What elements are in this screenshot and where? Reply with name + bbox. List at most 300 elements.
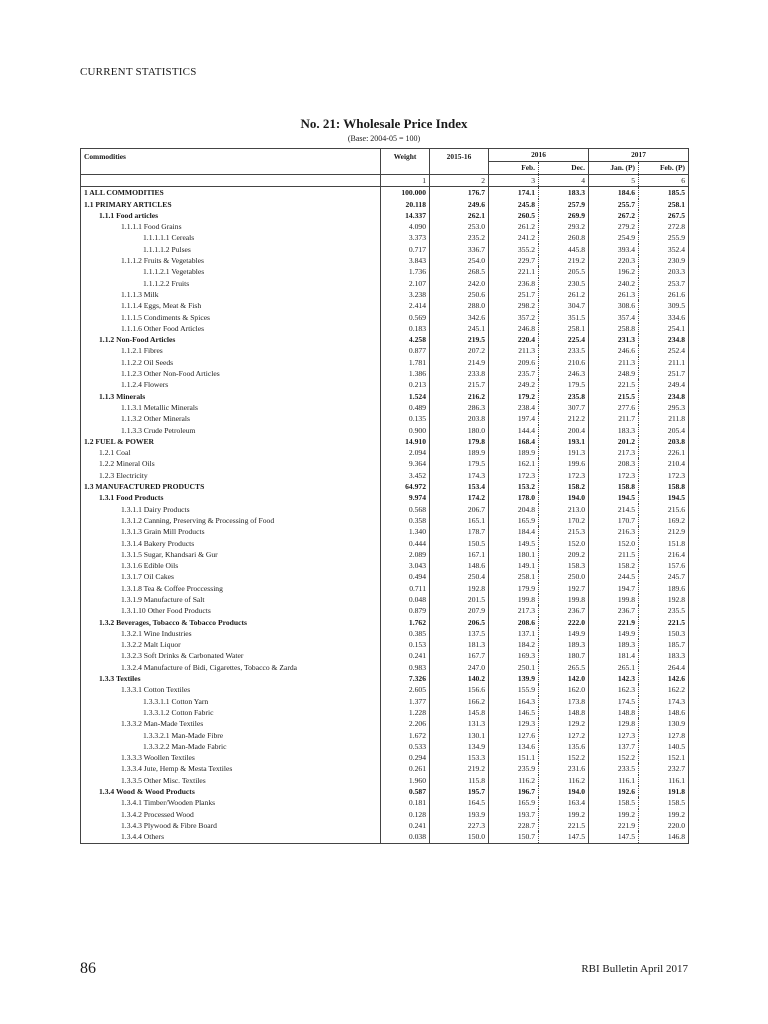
table-row <box>81 594 689 605</box>
table-row <box>81 481 689 492</box>
index-value: 272.8 <box>667 222 685 232</box>
index-value: 174.5 <box>589 696 639 707</box>
index-value: 139.9 <box>489 673 539 684</box>
commodity-name: 1.3.4.1 Timber/Wooden Planks <box>81 797 381 808</box>
commodity-name: 1.3 MANUFACTURED PRODUCTS <box>81 481 381 492</box>
index-value: 308.6 <box>589 300 639 311</box>
commodity-name: 1.1.3.3 Crude Petroleum <box>81 425 381 436</box>
table-row <box>81 345 689 356</box>
table-row <box>81 617 689 628</box>
commodity-name: 1.3.1.8 Tea & Coffee Proccessing <box>81 583 381 594</box>
index-value: 0.181 <box>381 797 430 808</box>
index-value: 231.6 <box>539 763 589 774</box>
commodity-name: 1.3.1.9 Manufacture of Salt <box>81 594 381 605</box>
index-value: 254.9 <box>589 232 639 243</box>
commodity-name: 1.1.1.2.2 Fruits <box>81 278 381 289</box>
index-value: 172.3 <box>489 470 539 481</box>
index-value: 1.672 <box>381 730 430 741</box>
index-value: 445.8 <box>539 244 589 255</box>
index-value: 0.241 <box>381 650 430 661</box>
table-row <box>81 232 689 243</box>
index-value: 158.8 <box>589 481 639 492</box>
index-value: 215.5 <box>589 391 639 402</box>
index-value: 130.9 <box>667 719 685 729</box>
index-value: 0.569 <box>381 312 430 323</box>
index-value: 252.4 <box>667 346 685 356</box>
table-row <box>81 650 689 661</box>
index-value: 199.2 <box>589 809 639 820</box>
index-value: 0.241 <box>381 820 430 831</box>
index-value: 162.0 <box>539 684 589 695</box>
commodity-name: 1.3.2 Beverages, Tobacco & Tobacco Products <box>81 617 381 628</box>
commodity-name: 1.3.2.2 Malt Liquor <box>81 639 381 650</box>
table-row <box>81 673 689 684</box>
table-row <box>81 391 689 402</box>
index-value: 250.1 <box>489 662 539 673</box>
index-value: 210.6 <box>539 357 589 368</box>
index-value: 267.2 <box>589 210 639 221</box>
index-value: 134.9 <box>430 741 489 752</box>
index-value: 201.2 <box>589 436 639 447</box>
commodity-name: 1.3.4.3 Plywood & Fibre Board <box>81 820 381 831</box>
commodity-name: 1.3.3.2 Man-Made Textiles <box>81 718 381 729</box>
table-row <box>81 255 689 266</box>
index-value: 115.8 <box>430 775 489 786</box>
index-value: 230.9 <box>667 256 685 266</box>
index-value: 357.2 <box>489 312 539 323</box>
index-value: 153.4 <box>430 481 489 492</box>
index-value: 149.5 <box>489 538 539 549</box>
commodity-name: 1.3.1.4 Bakery Products <box>81 538 381 549</box>
index-value: 211.8 <box>668 414 685 424</box>
index-value: 254.0 <box>430 255 489 266</box>
table-row <box>81 187 689 199</box>
index-value: 164.5 <box>430 797 489 808</box>
index-value: 199.8 <box>589 594 639 605</box>
index-value: 220.0 <box>667 820 685 830</box>
index-value: 3.373 <box>381 232 430 243</box>
col-number: 2 <box>430 175 489 187</box>
commodity-name: 1.3.3.5 Other Misc. Textiles <box>81 775 381 786</box>
index-value: 210.4 <box>667 459 685 469</box>
table-row <box>81 425 689 436</box>
index-value: 255.9 <box>667 233 685 243</box>
index-value: 147.5 <box>539 831 589 843</box>
commodity-name: 1.1.2.1 Fibres <box>81 345 381 356</box>
table-body <box>81 187 689 843</box>
col-number: 4 <box>539 175 589 187</box>
index-value: 248.9 <box>589 368 639 379</box>
index-value: 233.8 <box>430 368 489 379</box>
index-value: 191.8 <box>667 787 685 797</box>
index-value: 197.4 <box>489 413 539 424</box>
index-value: 174.1 <box>489 187 539 199</box>
index-value: 129.2 <box>539 718 589 729</box>
index-value: 152.0 <box>589 538 639 549</box>
index-value: 201.5 <box>430 594 489 605</box>
index-value: 265.5 <box>539 662 589 673</box>
index-value: 9.364 <box>381 458 430 469</box>
index-value: 184.2 <box>489 639 539 650</box>
index-value: 241.2 <box>489 232 539 243</box>
index-value: 219.2 <box>430 763 489 774</box>
header-feb-2016: Feb. <box>489 162 539 175</box>
index-value: 192.7 <box>539 583 589 594</box>
index-value: 168.4 <box>489 436 539 447</box>
index-value: 178.7 <box>430 526 489 537</box>
index-value: 152.2 <box>589 752 639 763</box>
index-value: 0.128 <box>381 809 430 820</box>
index-value: 158.5 <box>667 798 685 808</box>
index-value: 156.6 <box>430 684 489 695</box>
table-row <box>81 628 689 639</box>
index-value: 250.0 <box>539 571 589 582</box>
index-value: 207.2 <box>430 345 489 356</box>
index-value: 142.6 <box>667 674 685 684</box>
index-value: 242.0 <box>430 278 489 289</box>
table-row <box>81 549 689 560</box>
commodity-name: 1.1.3.2 Other Minerals <box>81 413 381 424</box>
index-value: 0.489 <box>381 402 430 413</box>
index-value: 217.3 <box>489 605 539 616</box>
index-value: 172.3 <box>667 470 685 480</box>
index-value: 151.8 <box>667 538 685 548</box>
index-value: 204.8 <box>489 504 539 515</box>
index-value: 286.3 <box>430 402 489 413</box>
index-value: 208.3 <box>589 458 639 469</box>
commodity-name: 1.2.2 Mineral Oils <box>81 458 381 469</box>
index-value: 165.1 <box>430 515 489 526</box>
index-value: 206.5 <box>430 617 489 628</box>
index-value: 184.6 <box>589 187 639 199</box>
commodity-name: 1.1.1.1.2 Pulses <box>81 244 381 255</box>
index-value: 174.2 <box>430 492 489 503</box>
commodity-name: 1.1.1.1 Food Grains <box>81 221 381 232</box>
index-value: 232.7 <box>667 764 685 774</box>
index-value: 260.8 <box>539 232 589 243</box>
index-value: 3.452 <box>381 470 430 481</box>
header-year-2016: 2016 <box>489 149 589 162</box>
index-value: 214.9 <box>430 357 489 368</box>
commodity-name: 1.3.3.1.1 Cotton Yarn <box>81 696 381 707</box>
index-value: 212.9 <box>667 527 685 537</box>
index-value: 134.6 <box>489 741 539 752</box>
table-row <box>81 278 689 289</box>
table-row <box>81 752 689 763</box>
index-value: 1.762 <box>381 617 430 628</box>
commodity-name: 1.1.1.6 Other Food Articles <box>81 323 381 334</box>
index-value: 216.2 <box>430 391 489 402</box>
index-value: 150.7 <box>489 831 539 843</box>
table-row <box>81 809 689 820</box>
table-row <box>81 662 689 673</box>
index-value: 254.1 <box>667 323 685 333</box>
index-value: 221.5 <box>539 820 589 831</box>
table-row <box>81 312 689 323</box>
index-value: 192.8 <box>667 594 685 604</box>
index-value: 145.8 <box>430 707 489 718</box>
index-value: 1.377 <box>381 696 430 707</box>
index-value: 14.337 <box>381 210 430 221</box>
index-value: 165.9 <box>489 515 539 526</box>
table-title: No. 21: Wholesale Price Index <box>300 116 468 131</box>
table-row <box>81 413 689 424</box>
index-value: 235.8 <box>539 391 589 402</box>
index-value: 0.135 <box>381 413 430 424</box>
table-row <box>81 379 689 390</box>
index-value: 149.1 <box>489 560 539 571</box>
footer-source: RBI Bulletin April 2017 <box>581 963 688 975</box>
index-value: 129.8 <box>589 718 639 729</box>
index-value: 251.7 <box>667 369 685 379</box>
table-row <box>81 538 689 549</box>
col-number: 1 <box>381 175 430 187</box>
commodity-name: 1.3.1.1 Dairy Products <box>81 504 381 515</box>
index-value: 227.3 <box>430 820 489 831</box>
index-value: 1.736 <box>381 266 430 277</box>
index-value: 0.153 <box>381 639 430 650</box>
index-value: 205.4 <box>667 425 685 435</box>
index-value: 179.5 <box>430 458 489 469</box>
index-value: 137.7 <box>589 741 639 752</box>
index-value: 249.6 <box>430 199 489 210</box>
index-value: 183.3 <box>667 651 685 661</box>
index-value: 215.3 <box>539 526 589 537</box>
commodity-name: 1.3.2.1 Wine Industries <box>81 628 381 639</box>
table-row <box>81 199 689 210</box>
table-row <box>81 221 689 232</box>
commodity-name: 1.1.2.4 Flowers <box>81 379 381 390</box>
index-value: 351.5 <box>539 312 589 323</box>
index-value: 181.3 <box>430 639 489 650</box>
wholesale-price-index-table <box>80 148 689 844</box>
index-value: 214.5 <box>589 504 639 515</box>
index-value: 279.2 <box>589 221 639 232</box>
index-value: 172.3 <box>589 470 639 481</box>
index-value: 205.5 <box>539 266 589 277</box>
index-value: 334.6 <box>667 312 685 322</box>
index-value: 137.5 <box>430 628 489 639</box>
commodity-name: 1 ALL COMMODITIES <box>81 187 381 199</box>
index-value: 0.385 <box>381 628 430 639</box>
index-value: 307.7 <box>539 402 589 413</box>
commodity-name: 1.3.1.2 Canning, Preserving & Processing of Food <box>81 515 381 526</box>
index-value: 149.9 <box>589 628 639 639</box>
index-value: 153.2 <box>489 481 539 492</box>
table-row <box>81 831 689 843</box>
commodity-name: 1.3.4.2 Processed Wood <box>81 809 381 820</box>
commodity-name: 1.3.1.10 Other Food Products <box>81 605 381 616</box>
index-value: 196.2 <box>589 266 639 277</box>
table-row <box>81 775 689 786</box>
index-value: 357.4 <box>589 312 639 323</box>
table-row <box>81 583 689 594</box>
index-value: 0.533 <box>381 741 430 752</box>
index-value: 194.0 <box>539 786 589 797</box>
table-row <box>81 763 689 774</box>
index-value: 166.2 <box>430 696 489 707</box>
commodity-name: 1.3.1 Food Products <box>81 492 381 503</box>
index-value: 336.7 <box>430 244 489 255</box>
commodity-name: 1.1.1.1.1 Cereals <box>81 232 381 243</box>
index-value: 153.3 <box>430 752 489 763</box>
commodity-name: 1.2.1 Coal <box>81 447 381 458</box>
index-value: 352.4 <box>667 244 685 254</box>
index-value: 0.587 <box>381 786 430 797</box>
table-row <box>81 436 689 447</box>
index-value: 220.4 <box>489 334 539 345</box>
index-value: 0.711 <box>381 583 430 594</box>
index-value: 298.2 <box>489 300 539 311</box>
header-jan-2017: Jan. (P) <box>589 162 639 175</box>
index-value: 64.972 <box>381 481 430 492</box>
table-row <box>81 786 689 797</box>
table-row <box>81 639 689 650</box>
commodity-name: 1.3.4.4 Others <box>81 831 381 843</box>
table-row <box>81 458 689 469</box>
index-value: 206.7 <box>430 504 489 515</box>
index-value: 211.5 <box>589 549 639 560</box>
index-value: 230.5 <box>539 278 589 289</box>
table-row <box>81 741 689 752</box>
commodity-name: 1.3.4 Wood & Wood Products <box>81 786 381 797</box>
table-row <box>81 266 689 277</box>
index-value: 193.1 <box>539 436 589 447</box>
table-row <box>81 730 689 741</box>
index-value: 0.877 <box>381 345 430 356</box>
commodity-name: 1.3.1.6 Edible Oils <box>81 560 381 571</box>
index-value: 219.2 <box>539 255 589 266</box>
index-value: 0.900 <box>381 425 430 436</box>
index-value: 212.2 <box>539 413 589 424</box>
index-value: 148.8 <box>539 707 589 718</box>
index-value: 142.3 <box>589 673 639 684</box>
index-value: 20.118 <box>381 199 430 210</box>
index-value: 158.8 <box>667 482 685 492</box>
index-value: 251.7 <box>489 289 539 300</box>
index-value: 4.258 <box>381 334 430 345</box>
index-value: 150.5 <box>430 538 489 549</box>
index-value: 0.294 <box>381 752 430 763</box>
index-value: 100.000 <box>381 187 430 199</box>
index-value: 189.9 <box>430 447 489 458</box>
index-value: 265.1 <box>589 662 639 673</box>
table-row <box>81 560 689 571</box>
index-value: 194.0 <box>539 492 589 503</box>
commodity-name: 1.3.1.3 Grain Mill Products <box>81 526 381 537</box>
commodity-name: 1.3.2.3 Soft Drinks & Carbonated Water <box>81 650 381 661</box>
index-value: 179.9 <box>489 583 539 594</box>
index-value: 1.228 <box>381 707 430 718</box>
index-value: 3.238 <box>381 289 430 300</box>
index-value: 116.2 <box>539 775 589 786</box>
commodity-name: 1.1.3.1 Metallic Minerals <box>81 402 381 413</box>
table-row <box>81 289 689 300</box>
table-row <box>81 684 689 695</box>
index-value: 150.0 <box>430 831 489 843</box>
commodity-name: 1.3.1.5 Sugar, Khandsari & Gur <box>81 549 381 560</box>
index-value: 193.7 <box>489 809 539 820</box>
commodity-name: 1.1.2.2 Oil Seeds <box>81 357 381 368</box>
commodity-name: 1.3.3 Textiles <box>81 673 381 684</box>
commodity-name: 1.3.1.7 Oil Cakes <box>81 571 381 582</box>
index-value: 221.9 <box>589 617 639 628</box>
index-value: 144.4 <box>489 425 539 436</box>
index-value: 260.5 <box>489 210 539 221</box>
index-value: 195.7 <box>430 786 489 797</box>
index-value: 246.3 <box>539 368 589 379</box>
index-value: 245.7 <box>667 572 685 582</box>
index-value: 2.605 <box>381 684 430 695</box>
table-row <box>81 571 689 582</box>
index-value: 268.5 <box>430 266 489 277</box>
index-value: 196.7 <box>489 786 539 797</box>
table-row <box>81 447 689 458</box>
index-value: 0.183 <box>381 323 430 334</box>
table-row <box>81 515 689 526</box>
index-value: 215.6 <box>667 504 685 514</box>
index-value: 235.2 <box>430 232 489 243</box>
index-value: 221.9 <box>589 820 639 831</box>
index-value: 0.358 <box>381 515 430 526</box>
index-value: 179.2 <box>489 391 539 402</box>
index-value: 174.3 <box>667 696 685 706</box>
header-num-blank <box>81 175 381 187</box>
table-row <box>81 605 689 616</box>
index-value: 240.2 <box>589 278 639 289</box>
index-value: 244.5 <box>589 571 639 582</box>
index-value: 152.0 <box>539 538 589 549</box>
index-value: 203.8 <box>430 413 489 424</box>
index-value: 209.6 <box>489 357 539 368</box>
index-value: 0.568 <box>381 504 430 515</box>
index-value: 221.5 <box>667 617 685 627</box>
index-value: 148.6 <box>430 560 489 571</box>
index-value: 258.8 <box>589 323 639 334</box>
index-value: 1.524 <box>381 391 430 402</box>
index-value: 142.0 <box>539 673 589 684</box>
index-value: 162.3 <box>589 684 639 695</box>
index-value: 221.1 <box>489 266 539 277</box>
index-value: 1.386 <box>381 368 430 379</box>
index-value: 192.6 <box>589 786 639 797</box>
header-feb-2017: Feb. (P) <box>659 163 685 173</box>
index-value: 0.261 <box>381 763 430 774</box>
index-value: 246.8 <box>489 323 539 334</box>
index-value: 222.0 <box>539 617 589 628</box>
index-value: 179.5 <box>539 379 589 390</box>
index-value: 216.3 <box>589 526 639 537</box>
index-value: 189.6 <box>667 583 685 593</box>
index-value: 233.5 <box>539 345 589 356</box>
index-value: 157.6 <box>667 561 685 571</box>
index-value: 173.8 <box>539 696 589 707</box>
index-value: 1.960 <box>381 775 430 786</box>
index-value: 189.9 <box>489 447 539 458</box>
table-row <box>81 797 689 808</box>
commodity-name: 1.2 FUEL & POWER <box>81 436 381 447</box>
index-value: 137.1 <box>489 628 539 639</box>
index-value: 295.3 <box>667 402 685 412</box>
index-value: 258.1 <box>667 199 685 209</box>
index-value: 236.7 <box>589 605 639 616</box>
index-value: 0.879 <box>381 605 430 616</box>
index-value: 216.4 <box>667 549 685 559</box>
index-value: 162.2 <box>667 685 685 695</box>
index-value: 253.0 <box>430 221 489 232</box>
index-value: 208.6 <box>489 617 539 628</box>
index-value: 2.089 <box>381 549 430 560</box>
